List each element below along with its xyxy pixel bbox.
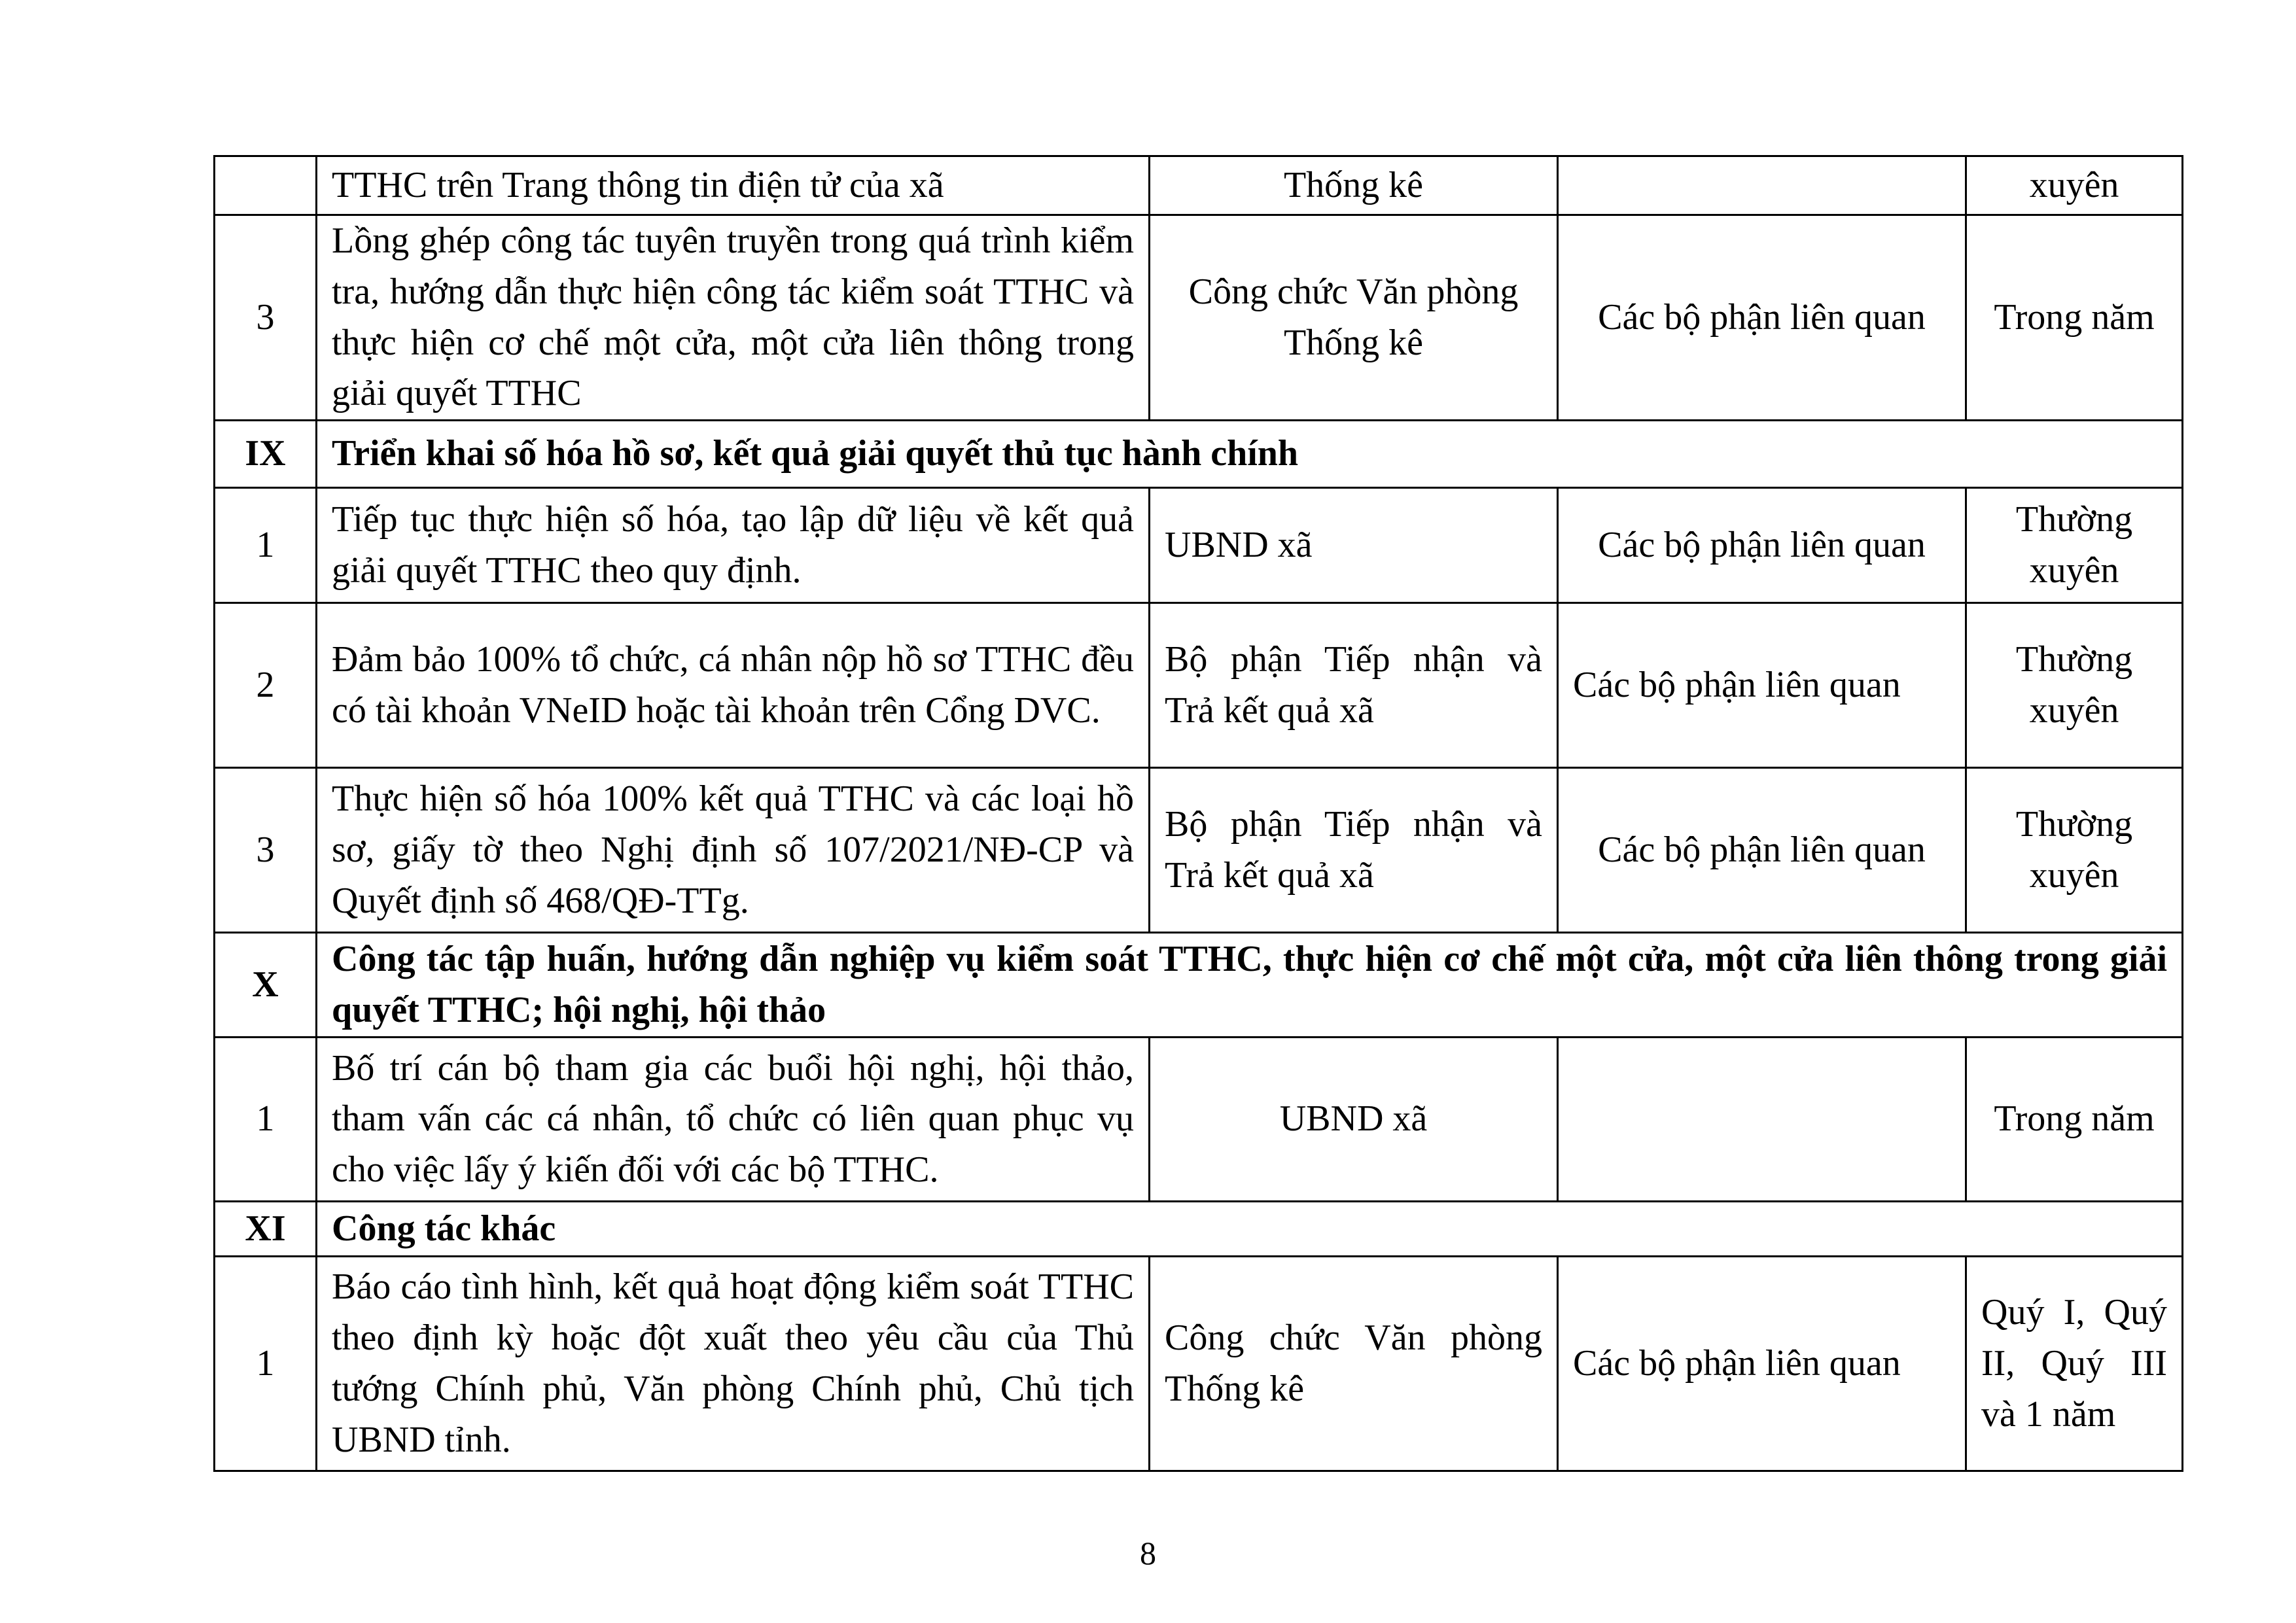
task-cell: Tiếp tục thực hiện số hóa, tạo lập dữ liệu về kết quả giải quyết TTHC theo quy định.: [317, 488, 1150, 603]
row-number: 1: [215, 1038, 317, 1202]
lead-unit-cell: UBND xã: [1150, 488, 1558, 603]
section-title: Triển khai số hóa hồ sơ, kết quả giải quyết thủ tục hành chính: [317, 421, 2183, 488]
table-row: [215, 603, 2183, 768]
time-cell: Thường xuyên: [1966, 768, 2183, 933]
section-number: X: [215, 933, 317, 1038]
task-cell: Bố trí cán bộ tham gia các buổi hội nghị, hội thảo, tham vấn các cá nhân, tổ chức có liên quan phục vụ cho việc lấy ý kiến đối với các bộ TTHC.: [317, 1038, 1150, 1202]
section-number: IX: [215, 421, 317, 488]
coop-unit-cell: [1558, 1038, 1966, 1202]
coop-unit-cell: [1558, 156, 1966, 215]
task-cell: Thực hiện số hóa 100% kết quả TTHC và các loại hồ sơ, giấy tờ theo Nghị định số 107/2021/NĐ-CP và Quyết định số 468/QĐ-TTg.: [317, 768, 1150, 933]
table-row: [215, 1257, 2183, 1471]
section-number: XI: [215, 1202, 317, 1257]
lead-unit-cell: Thống kê: [1150, 156, 1558, 215]
row-number: 1: [215, 1257, 317, 1471]
lead-unit-cell: Bộ phận Tiếp nhận và Trả kết quả xã: [1150, 603, 1558, 768]
table-row: [215, 215, 2183, 421]
section-title: Công tác tập huấn, hướng dẫn nghiệp vụ kiểm soát TTHC, thực hiện cơ chế một cửa, một cửa liên thông trong giải quyết TTHC; hội nghị, hội thảo: [317, 933, 2183, 1038]
task-cell: Báo cáo tình hình, kết quả hoạt động kiểm soát TTHC theo định kỳ hoặc đột xuất theo yêu cầu của Thủ tướng Chính phủ, Văn phòng Chính phủ, Chủ tịch UBND tỉnh.: [317, 1257, 1150, 1471]
section-title: Công tác khác: [317, 1202, 2183, 1257]
time-cell: [1966, 1038, 2183, 1202]
section-row: [215, 421, 2183, 488]
coop-unit-cell: Các bộ phận liên quan: [1558, 488, 1966, 603]
plan-table: [213, 155, 2183, 1472]
time-cell: Trong năm: [1966, 215, 2183, 421]
section-row: [215, 933, 2183, 1038]
table-row: [215, 488, 2183, 603]
time-text: Trong năm: [1994, 1098, 2155, 1140]
row-number: 1: [215, 488, 317, 603]
time-cell: xuyên: [1966, 156, 2183, 215]
row-number: [215, 156, 317, 215]
task-cell: Đảm bảo 100% tổ chức, cá nhân nộp hồ sơ TTHC đều có tài khoản VNeID hoặc tài khoản trên Cổng DVC.: [317, 603, 1150, 768]
row-number: 3: [215, 768, 317, 933]
table-row: [215, 156, 2183, 215]
time-cell: Thường xuyên: [1966, 488, 2183, 603]
lead-unit-cell: Bộ phận Tiếp nhận và Trả kết quả xã: [1150, 768, 1558, 933]
lead-unit-cell: Công chức Văn phòng Thống kê: [1150, 1257, 1558, 1471]
lead-unit-cell: UBND xã: [1150, 1038, 1558, 1202]
table-row: [215, 1038, 2183, 1202]
task-cell: TTHC trên Trang thông tin điện tử của xã: [317, 156, 1150, 215]
coop-unit-cell: Các bộ phận liên quan: [1558, 215, 1966, 421]
task-cell: Lồng ghép công tác tuyên truyền trong quá trình kiểm tra, hướng dẫn thực hiện công tác kiểm soát TTHC và thực hiện cơ chế một cửa, một cửa liên thông trong giải quyết TTHC: [317, 215, 1150, 421]
coop-unit-cell: Các bộ phận liên quan: [1558, 603, 1966, 768]
page-number: 8: [1140, 1535, 1156, 1571]
time-cell: Thường xuyên: [1966, 603, 2183, 768]
coop-unit-cell: Các bộ phận liên quan: [1558, 768, 1966, 933]
row-number: 3: [215, 215, 317, 421]
table-row: [215, 768, 2183, 933]
coop-unit-cell: Các bộ phận liên quan: [1558, 1257, 1966, 1471]
lead-unit-cell: Công chức Văn phòng Thống kê: [1150, 215, 1558, 421]
time-cell: Quý I, Quý II, Quý III và 1 năm: [1966, 1257, 2183, 1471]
section-row: [215, 1202, 2183, 1257]
row-number: 2: [215, 603, 317, 768]
